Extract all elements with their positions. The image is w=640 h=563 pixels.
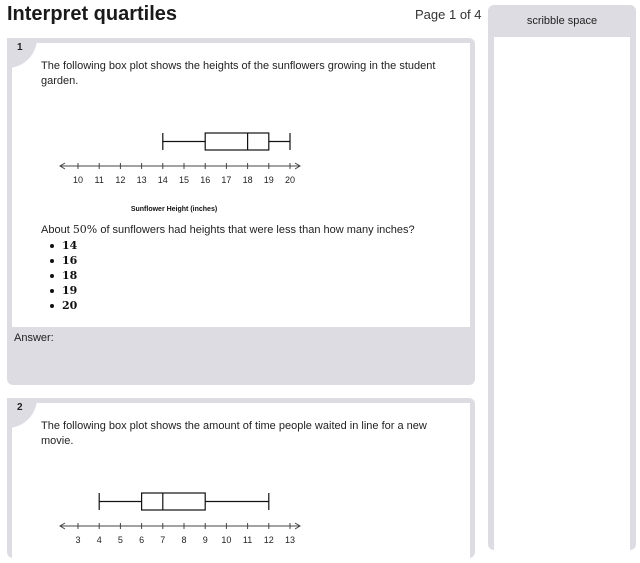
tick-label: 11 <box>94 175 104 185</box>
question-body-1 <box>12 43 470 327</box>
question-percent: 50% <box>72 223 98 236</box>
answer-label: Answer: <box>14 332 54 344</box>
question-number: 1 <box>7 38 37 68</box>
box-iqr <box>205 133 269 150</box>
tick-label: 19 <box>263 175 274 185</box>
tick-label: 12 <box>263 535 274 545</box>
option-item[interactable]: 19 <box>49 283 77 298</box>
question-card-1 <box>7 38 475 385</box>
tick-label: 12 <box>115 175 126 185</box>
question-number: 2 <box>7 398 37 428</box>
question-body-2 <box>12 403 470 563</box>
option-item[interactable]: 16 <box>49 253 77 268</box>
option-item[interactable]: 18 <box>49 268 77 283</box>
box-plot-chart <box>12 403 470 563</box>
tick-label: 13 <box>136 175 147 185</box>
question-prompt: The following box plot shows the amount of time people waited in line for a new movie. <box>41 420 427 447</box>
question-text-before: About <box>41 224 73 236</box>
question-prompt: The following box plot shows the heights of the sunflowers growing in the student garden. <box>41 60 436 87</box>
box-iqr <box>142 493 206 510</box>
tick-label: 15 <box>178 175 190 185</box>
option-item[interactable]: 20 <box>49 298 77 313</box>
tick-label: 5 <box>117 535 123 545</box>
tick-label: 18 <box>242 175 253 185</box>
tick-label: 16 <box>200 175 211 185</box>
page-indicator: Page 1 of 4 <box>415 7 482 22</box>
scribble-label: scribble space <box>526 15 598 27</box>
option-item[interactable]: 14 <box>49 238 77 253</box>
tick-label: 20 <box>284 175 296 185</box>
tick-label: 10 <box>221 535 232 545</box>
scribble-panel <box>488 5 636 550</box>
tick-label: 8 <box>181 535 187 545</box>
question-text <box>41 223 415 236</box>
tick-label: 17 <box>221 175 232 185</box>
tick-label: 4 <box>96 535 102 545</box>
tick-label: 7 <box>160 535 166 545</box>
tick-label: 3 <box>75 535 81 545</box>
question-text-after: of sunflowers had heights that were less than how many inches? <box>97 224 415 236</box>
tick-label: 10 <box>72 175 84 185</box>
tick-label: 11 <box>242 535 253 545</box>
tick-label: 13 <box>284 535 296 545</box>
question-card-2 <box>7 398 475 558</box>
tick-label: 9 <box>202 535 208 545</box>
answer-options <box>49 238 77 313</box>
tick-label: 6 <box>139 535 145 545</box>
page-title: Interpret quartiles <box>7 3 178 25</box>
tick-label: 14 <box>157 175 168 185</box>
axis-title: Sunflower Height (inches) <box>130 206 218 213</box>
scribble-area[interactable] <box>494 37 630 557</box>
box-plot-chart <box>12 43 470 223</box>
